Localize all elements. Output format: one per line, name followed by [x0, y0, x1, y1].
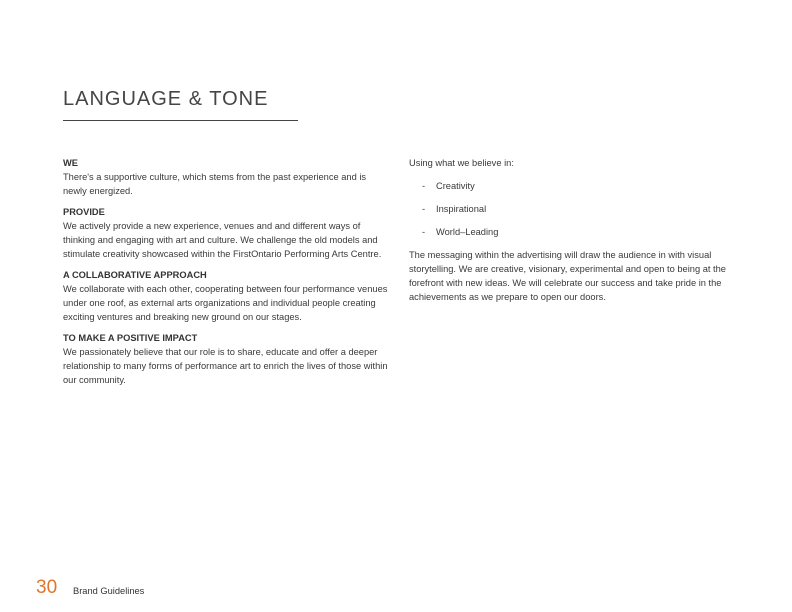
list-item [409, 225, 739, 239]
section-heading: WE [63, 158, 78, 168]
bullet-dash: - [422, 227, 426, 237]
bullet-dash: - [422, 181, 426, 191]
belief-label: Creativity [436, 181, 475, 191]
section-heading: PROVIDE [63, 207, 105, 217]
belief-label: World–Leading [436, 227, 499, 237]
beliefs-list [409, 179, 739, 239]
section-collaborative-approach [63, 268, 391, 324]
list-item [409, 179, 739, 193]
right-column [409, 156, 739, 304]
bullet-dash: - [422, 204, 426, 214]
footer-label: Brand Guidelines [73, 586, 145, 596]
section-body: We actively provide a new experience, venues and and different ways of thinking and engaging with art and culture. We challenge the old models and stimulate creativity showcased within the FirstOntario Performing Arts Centre. [63, 221, 382, 259]
messaging-paragraph: The messaging within the advertising will draw the audience in with visual storytelling. We are creative, visionary, experimental and open to being at the forefront with new ideas. We will celebrate our success and take pride in the achievements as we prepare to open our doors. [409, 250, 726, 302]
page-title: LANGUAGE & TONE [63, 88, 269, 110]
section-we [63, 156, 391, 198]
section-positive-impact [63, 331, 391, 387]
left-column [63, 156, 391, 394]
list-item [409, 202, 739, 216]
section-body: There's a supportive culture, which stems from the past experience and is newly energized. [63, 172, 367, 196]
section-heading: TO MAKE A POSITIVE IMPACT [63, 333, 198, 343]
section-body: We passionately believe that our role is to share, educate and offer a deeper relationship to many forms of performance art to enrich the lives of those within our community. [63, 347, 388, 385]
section-body: We collaborate with each other, cooperating between four performance venues under one roof, as external arts organizations and individual people creating exciting ventures and breaking new ground on our stages. [63, 284, 388, 322]
belief-label: Inspirational [436, 204, 487, 214]
section-heading: A COLLABORATIVE APPROACH [63, 270, 207, 280]
section-provide [63, 205, 391, 261]
beliefs-intro: Using what we believe in: [409, 158, 514, 168]
page-number: 30 [36, 577, 58, 598]
title-divider [63, 120, 298, 121]
